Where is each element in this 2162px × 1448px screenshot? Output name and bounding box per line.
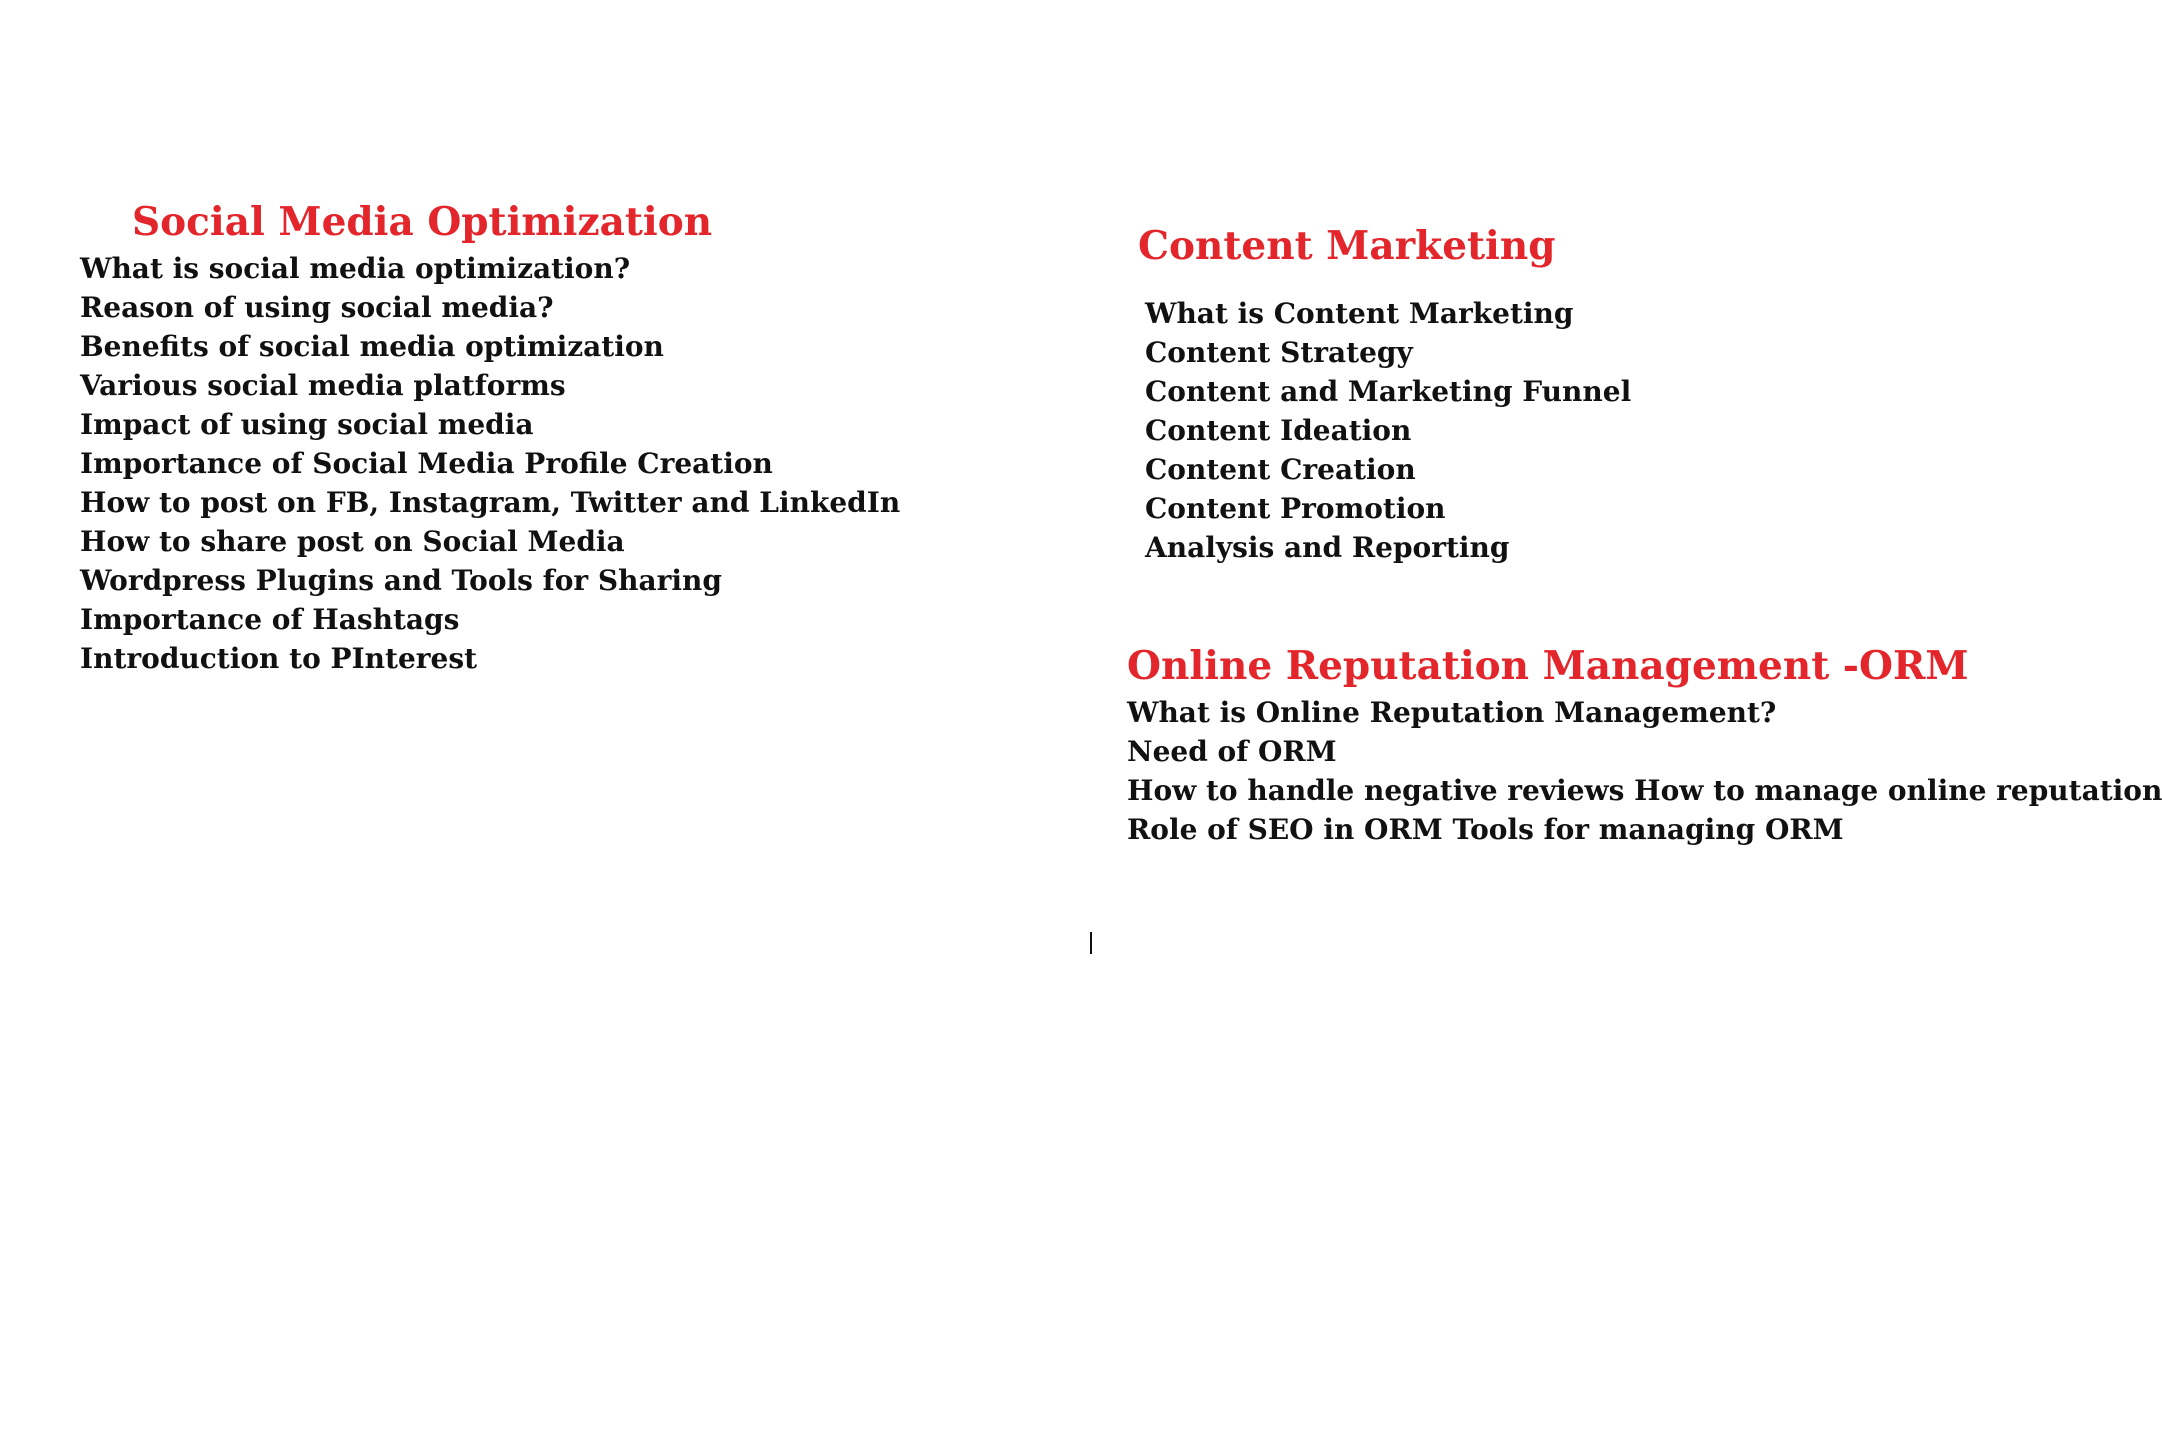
topic-list [1145, 294, 1631, 567]
list-item: Various social media platforms [80, 369, 566, 402]
section-content-marketing [1138, 220, 1631, 567]
section-online-reputation-management [1127, 640, 2162, 849]
list-item: Importance of Social Media Profile Creation [80, 447, 773, 480]
list-item: Role of SEO in ORM Tools for managing ORM [1127, 813, 1844, 846]
list-item: How to post on FB, Instagram, Twitter and LinkedIn [80, 486, 901, 519]
list-item: How to share post on Social Media [80, 525, 625, 558]
list-item: Need of ORM [1127, 735, 1337, 768]
list-item: Analysis and Reporting [1145, 531, 1510, 564]
page-divider-mark [1090, 932, 1092, 954]
list-item: Impact of using social media [80, 408, 534, 441]
section-heading: Content Marketing [1138, 223, 1556, 269]
list-item: How to handle negative reviews How to manage online reputation [1127, 774, 2162, 807]
list-item: Importance of Hashtags [80, 603, 460, 636]
topic-list [1127, 693, 2162, 849]
list-item: Reason of using social media? [80, 291, 554, 324]
list-item: What is Online Reputation Management? [1127, 696, 1777, 729]
list-item: Content Promotion [1145, 492, 1446, 525]
list-item: Content Creation [1145, 453, 1416, 486]
topic-list [80, 249, 900, 678]
list-item: What is Content Marketing [1145, 297, 1574, 330]
section-heading: Social Media Optimization [132, 199, 713, 245]
list-item: Content and Marketing Funnel [1145, 375, 1632, 408]
section-social-media-optimization [80, 196, 900, 678]
list-item: Wordpress Plugins and Tools for Sharing [80, 564, 722, 597]
section-heading: Online Reputation Management -ORM [1127, 643, 1969, 689]
list-item: Content Strategy [1145, 336, 1413, 369]
list-item: Introduction to PInterest [80, 642, 478, 675]
list-item: Content Ideation [1145, 414, 1412, 447]
list-item: Benefits of social media optimization [80, 330, 664, 363]
list-item: What is social media optimization? [80, 252, 631, 285]
